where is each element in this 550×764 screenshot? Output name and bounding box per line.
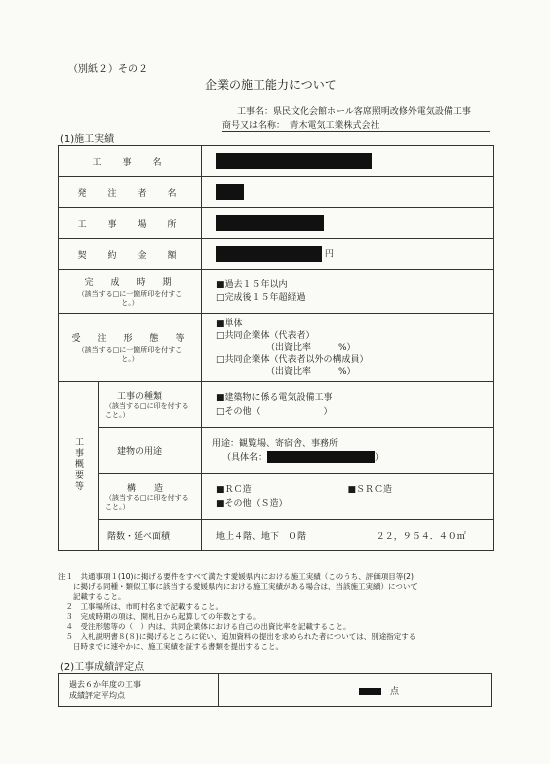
attachment-label: （別紙２）その２ bbox=[68, 64, 148, 75]
completion-header bbox=[59, 270, 202, 314]
note-line: ５ 入札説明書８(８)に掲げるところに従い、追加資料の提出を求められた者については、別途指定する bbox=[58, 632, 417, 641]
work-name-header: 工 事 名 bbox=[59, 146, 202, 177]
redaction bbox=[267, 451, 375, 463]
floors-value: 地上４階、地下 ０階 bbox=[216, 531, 307, 542]
use-header: 建物の用途 bbox=[99, 428, 202, 474]
type-label: 工事の種類 bbox=[117, 392, 163, 402]
client-header: 発 注 者 名 bbox=[59, 177, 202, 208]
client-cell bbox=[202, 177, 494, 208]
use-value: 用途：観覧場、寄宿舎、事務所 bbox=[212, 438, 339, 449]
work-name-cell bbox=[202, 146, 494, 177]
redaction bbox=[216, 184, 244, 200]
form-cell bbox=[202, 314, 494, 382]
form-header bbox=[59, 314, 202, 382]
performance-table bbox=[58, 145, 494, 551]
structure-note: （該当する□に印を付すること。） bbox=[105, 494, 189, 511]
struct-src: ■ＳＲＣ造 bbox=[347, 484, 393, 495]
structure-header bbox=[99, 474, 202, 520]
note-line: 記載すること。 bbox=[58, 592, 126, 601]
structure-cell bbox=[202, 474, 494, 520]
evaluation-value-cell bbox=[219, 674, 492, 707]
amount-unit: 円 bbox=[324, 249, 334, 260]
amount-cell bbox=[202, 239, 494, 270]
form-opt1: ■単体 bbox=[216, 318, 243, 329]
company-line bbox=[222, 118, 490, 132]
page-title: 企業の施工能力について bbox=[205, 78, 337, 92]
form-opt3-ratio: （出資比率 %） bbox=[266, 366, 356, 377]
use-cell bbox=[202, 428, 494, 474]
company-label: 商号又は名称： bbox=[222, 121, 281, 131]
type-opt2: □その他（ ） bbox=[216, 406, 333, 417]
evaluation-label-line2: 成績評定平均点 bbox=[69, 691, 125, 700]
evaluation-table bbox=[58, 673, 492, 707]
site-cell bbox=[202, 208, 494, 239]
notes bbox=[58, 572, 418, 652]
type-header bbox=[99, 382, 202, 428]
completion-label: 完 成 時 期 bbox=[84, 278, 176, 288]
struct-rc: ■ＲＣ造 bbox=[216, 484, 252, 495]
completion-opt2: □完成後１５年超経過 bbox=[216, 292, 306, 303]
struct-other: ■その他（Ｓ造） bbox=[216, 498, 288, 509]
type-note: （該当する□に印を付すること。） bbox=[105, 402, 189, 419]
redaction bbox=[216, 215, 324, 231]
work-name-line bbox=[237, 104, 471, 117]
amount-header: 契 約 金 額 bbox=[59, 239, 202, 270]
redaction bbox=[216, 246, 322, 262]
use-name-close: ） bbox=[375, 452, 385, 463]
work-name-value: 県民文化会館ホール客席照明改修外電気設備工事 bbox=[273, 107, 471, 117]
completion-opt1: ■過去１５年以内 bbox=[216, 279, 288, 290]
note-line: ２ 工事場所は、市町村名まで記載すること。 bbox=[58, 602, 223, 611]
form-opt3: □共同企業体（代表者以外の構成員） bbox=[216, 354, 369, 365]
site-header: 工 事 場 所 bbox=[59, 208, 202, 239]
note-line: 注１ 共通事項１(10)に掲げる要件をすべて満たす愛媛県内における施工実績（このうち、評価項目等(2) bbox=[58, 572, 414, 581]
company-value: 青木電気工業株式会社 bbox=[289, 121, 380, 131]
work-name-label: 工事名： bbox=[237, 107, 274, 117]
redaction bbox=[359, 688, 381, 695]
evaluation-label-line1: 過去６か年度の工事 bbox=[69, 680, 141, 689]
note-line: 日時までに速やかに、施工実績を証する書類を提出すること。 bbox=[58, 642, 283, 651]
overview-label-cell bbox=[59, 382, 99, 551]
form-opt2-ratio: （出資比率 %） bbox=[266, 342, 356, 353]
area-value: ２２，９５４．４０㎡ bbox=[375, 531, 466, 542]
structure-label: 構 造 bbox=[127, 484, 164, 494]
completion-cell bbox=[202, 270, 494, 314]
use-name-label: （具体名： bbox=[222, 452, 268, 463]
completion-note: （該当する□に一箇所印を付すこと。） bbox=[77, 290, 183, 307]
floors-cell bbox=[202, 520, 494, 551]
note-line: ３ 完成時期の項は、開札日から起算しての年数とする。 bbox=[58, 612, 261, 621]
note-line: に掲げる同種・類似工事に該当する愛媛県内における施工実績がある場合は、当該施工実績）について bbox=[58, 582, 418, 591]
type-opt1: ■建築物に係る電気設備工事 bbox=[216, 392, 333, 403]
overview-label: 工事概要等 bbox=[73, 437, 83, 492]
section1-title: (1)施工実績 bbox=[60, 134, 115, 145]
section2-title: (2)工事成績評定点 bbox=[60, 662, 145, 673]
evaluation-label-cell bbox=[59, 674, 219, 707]
form-note: （該当する□に一箇所印を付すこと。） bbox=[77, 346, 183, 363]
redaction bbox=[216, 153, 372, 169]
evaluation-unit: 点 bbox=[390, 686, 400, 697]
type-cell bbox=[202, 382, 494, 428]
form-opt2: □共同企業体（代表者） bbox=[216, 330, 315, 341]
floors-header: 階数・延べ面積 bbox=[99, 520, 202, 551]
form-label: 受 注 形 態 等 bbox=[71, 334, 189, 344]
note-line: ４ 受注形態等の（ ）内は、共同企業体における自己の出資比率を記載すること。 bbox=[58, 622, 351, 631]
